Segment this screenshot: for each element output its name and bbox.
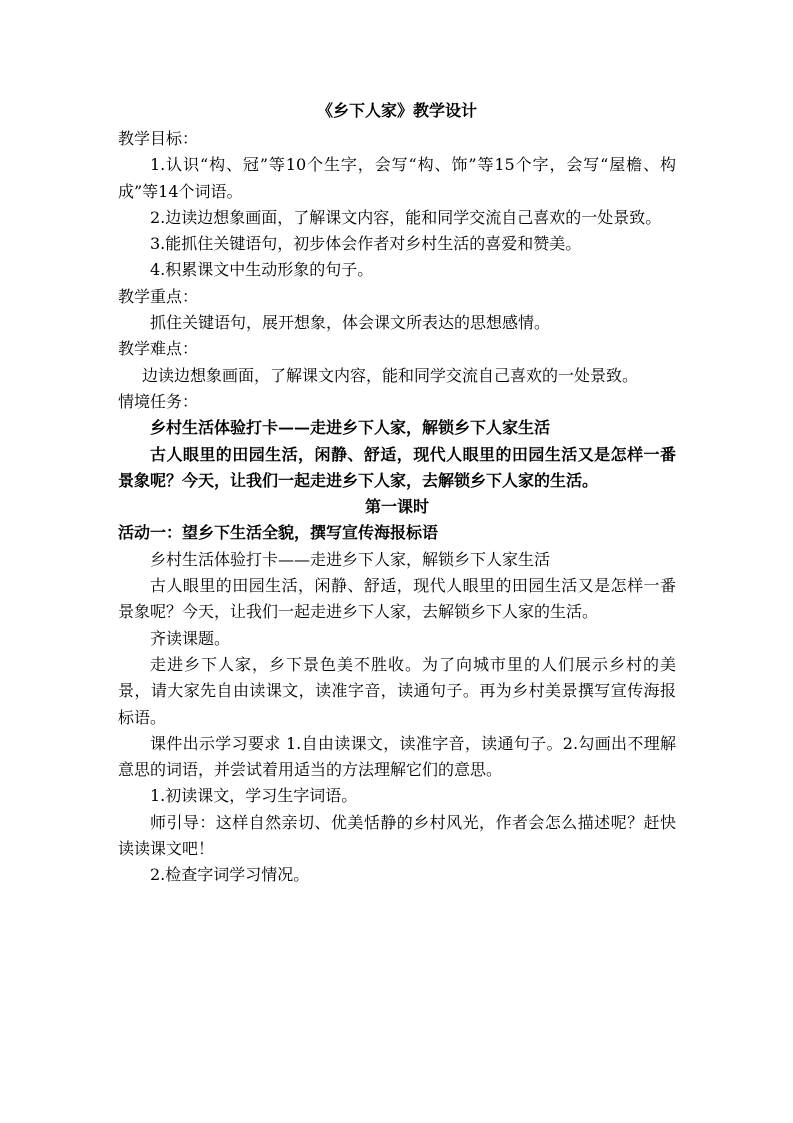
- activity-paragraph: 师引导：这样自然亲切、优美恬静的乡村风光，作者会怎么描述呢？赶快读读课文吧！: [118, 812, 676, 859]
- task-title: 乡村生活体验打卡——走进乡下人家，解锁乡下人家生活: [150, 418, 551, 438]
- activity-paragraph: 古人眼里的田园生活，闲静、舒适，现代人眼里的田园生活又是怎样一番景象呢？今天，让我们一起走进乡下人家，去解锁乡下人家的生活。: [118, 576, 676, 622]
- activity-paragraph: 乡村生活体验打卡——走进乡下人家，解锁乡下人家生活: [150, 549, 551, 569]
- key-points-heading: 教学重点：: [118, 286, 199, 306]
- key-points-text: 抓住关键语句，展开想象，体会课文所表达的思想感情。: [150, 313, 551, 333]
- document-body: [118, 96, 676, 889]
- difficulties-heading: 教学难点：: [118, 339, 199, 359]
- activity-paragraph: 走进乡下人家，乡下景色美不胜收。为了向城市里的人们展示乡村的美景，请大家先自由读课文，读准字音，读通句子。再为乡村美景撰写宣传海报标语。: [118, 654, 676, 727]
- activity-paragraph: 齐读课题。: [150, 628, 231, 648]
- objective-item: 2.边读边想象画面，了解课文内容，能和同学交流自己喜欢的一处景致。: [150, 207, 662, 227]
- objective-item: 1.认识“构、冠”等10个生字，会写“构、饰”等15个字，会写“屋檐、构成”等14个词语。: [118, 155, 676, 201]
- lesson-heading: 第一课时: [364, 497, 429, 517]
- objective-item: 3.能抓住关键语句，初步体会作者对乡村生活的喜爱和赞美。: [150, 234, 582, 254]
- task-body: 古人眼里的田园生活，闲静、舒适，现代人眼里的田园生活又是怎样一番景象呢？今天，让我们一起走进乡下人家，去解锁乡下人家的生活。: [118, 444, 676, 490]
- objective-item: 4.积累课文中生动形象的句子。: [150, 260, 374, 280]
- activity-paragraph: 2.检查字词学习情况。: [150, 865, 310, 885]
- activity-heading: 活动一：望乡下生活全貌，撰写宣传海报标语: [118, 523, 439, 543]
- task-heading: 情境任务：: [118, 391, 199, 411]
- objectives-heading: 教学目标：: [118, 129, 199, 148]
- difficulties-text: 边读边想象画面，了解课文内容，能和同学交流自己喜欢的一处景致。: [142, 365, 639, 385]
- activity-paragraph: 1.初读课文，学习生字词语。: [150, 786, 358, 806]
- document-title: 《乡下人家》教学设计: [316, 101, 477, 120]
- activity-paragraph: 课件出示学习要求 1.自由读课文，读准字音，读通句子。2.勾画出不理解意思的词语，并尝试着用适当的方法理解它们的意思。: [118, 733, 676, 780]
